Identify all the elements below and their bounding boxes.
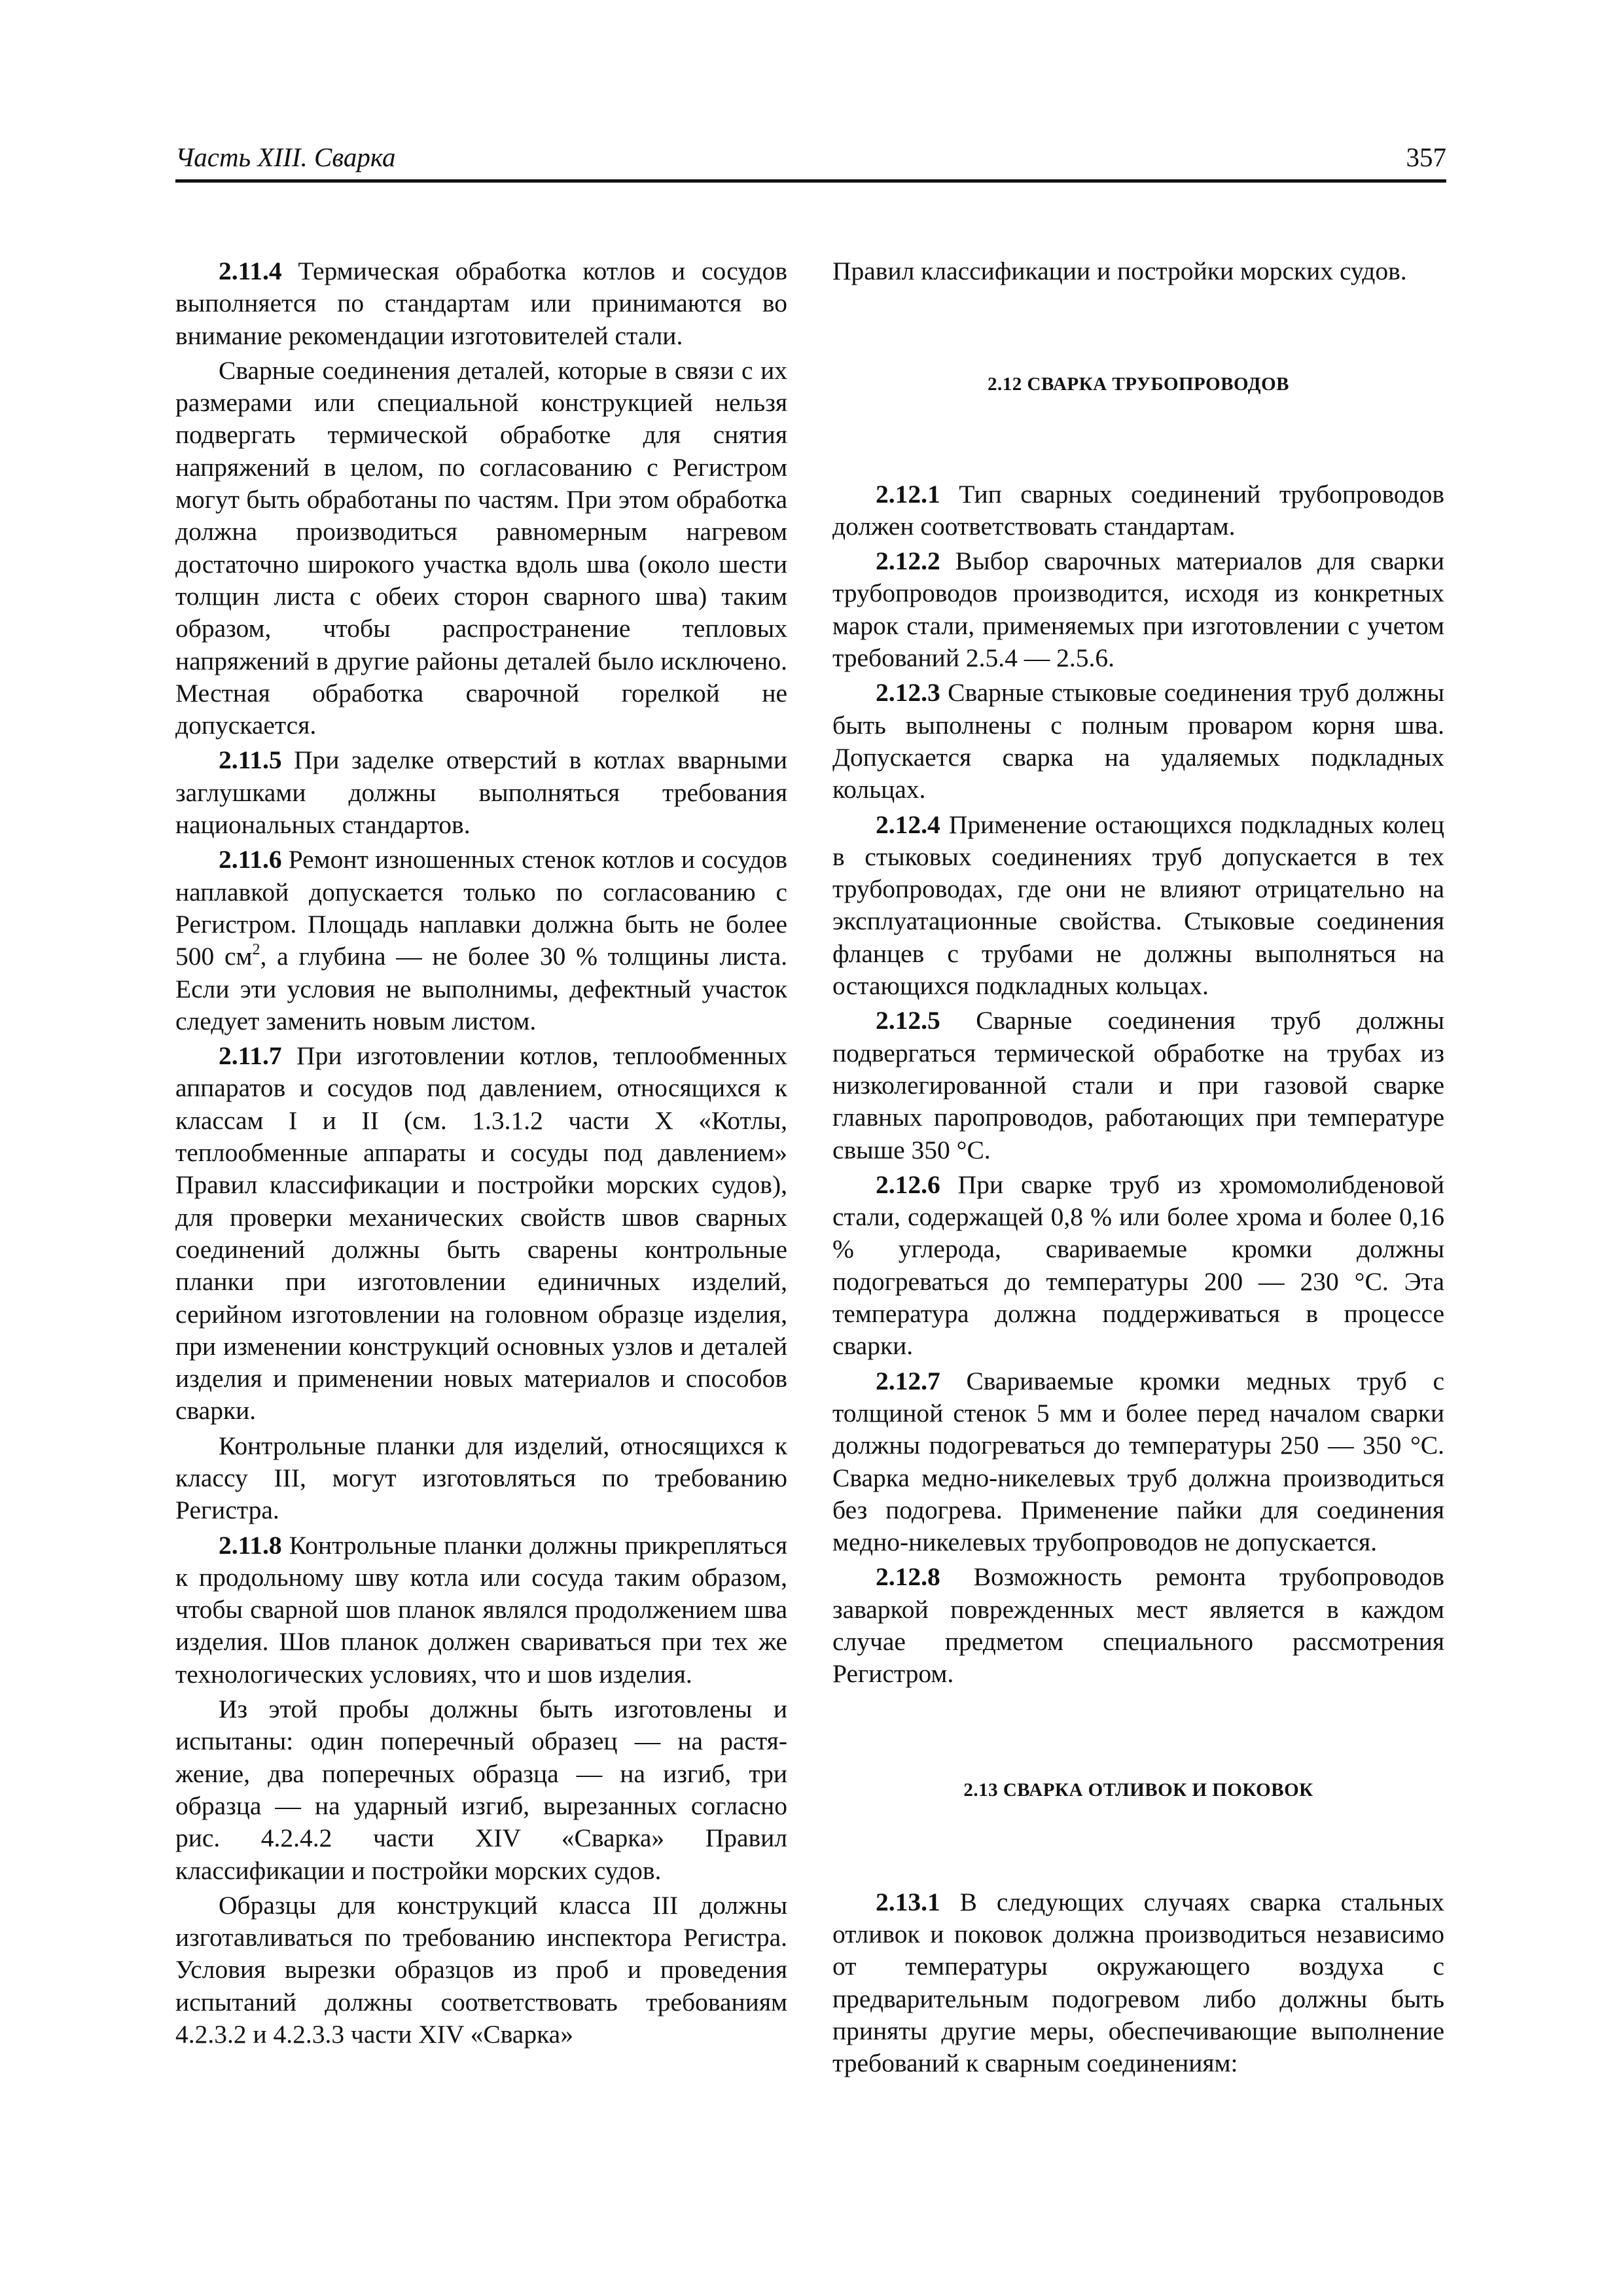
- paragraph-text: Выбор сварочных материалов для сварки трубопроводов производится, исходя из конкретных марок стали, применяемых при изготовлении с учетом требований 2.5.4 — 2.5.6.: [832, 547, 1444, 673]
- clause-number: 2.11.5: [219, 745, 282, 775]
- paragraph-2-12-3: [832, 677, 1444, 806]
- paragraph-text: При заделке отверстий в котлах вварными заглушками должны выполняться требования национальных стандартов.: [175, 745, 787, 840]
- paragraph-2-11-7: [175, 1040, 787, 1427]
- clause-number: 2.12.1: [876, 479, 940, 509]
- clause-number: 2.11.8: [219, 1530, 282, 1560]
- superscript: 2: [252, 941, 260, 959]
- paragraph-2-12-6: [832, 1169, 1444, 1363]
- paragraph-text: Свариваемые кромки медных труб с толщиной стенок 5 мм и более перед началом сварки должны подогреваться до температуры 250 — 350 °С. Сварка медно-никелевых труб должна производиться без подогрева. Применение пайки для соединения медно-никелевых трубопроводов не допускается.: [832, 1366, 1444, 1557]
- paragraph-text: Применение остающихся подкладных колец в стыковых соединениях труб допускается в тех трубопроводах, где они не влияют отрицательно на эксплуатационные свойства. Стыковые соединения фланцев с трубами не должны выполняться на остающихся подкладных кольцах.: [832, 810, 1444, 1001]
- paragraph: Образцы для конструкций класса III должны изготавливаться по требованию инспектора Регистра. Условия вырезки образцов из проб и проведения испытаний должны соответствовать требованиям 4.2.3.2 и 4.2.3.3 части XIV «Сварка»: [175, 1890, 787, 2049]
- paragraph-text: Тип сварных соединений трубопроводов должен соответствовать стандартам.: [832, 479, 1444, 541]
- clause-number: 2.12.6: [876, 1170, 940, 1199]
- paragraph-2-12-1: [832, 478, 1444, 543]
- paragraph-text: Возможность ремонта трубопроводов заваркой поврежденных мест является в каждом случае предметом специального рассмотрения Регистром.: [832, 1562, 1444, 1689]
- header-title: Часть XIII. Сварка: [175, 142, 396, 172]
- paragraph-text: Сварные соединения труб должны подвергаться термической обработке на трубах из низколегированной стали и при газовой сварке главных паропроводов, работающих при температуре свыше 350 °С.: [832, 1006, 1444, 1164]
- paragraph-2-11-5: [175, 744, 787, 841]
- paragraph-2-12-2: [832, 545, 1444, 674]
- paragraph-text: Сварные стыковые соединения труб должны быть выполнены с полным проваром корня шва. Допускается сварка на удаляемых подкладных кольцах.: [832, 678, 1444, 804]
- paragraph-2-11-6: [175, 844, 787, 1037]
- paragraph-2-13-1: [832, 1886, 1444, 2080]
- paragraph-text: В следующих случаях сварка стальных отливок и поковок должна производиться независимо от температуры окружающего воздуха с предварительным подогревом либо должны быть приняты другие меры, обеспечивающие выполнение требований к сварным соединениям:: [832, 1887, 1444, 2078]
- paragraph-2-12-7: [832, 1365, 1444, 1559]
- paragraph-text: , а глубина — не более 30 % толщины листа. Если эти условия не выполнимы, дефектный участок следует заменить новым листом.: [175, 942, 787, 1035]
- paragraph-text: При изготовлении котлов, теплообменных аппаратов и сосудов под давлением, относящихся к классам I и II (см. 1.3.1.2 части X «Котлы, теплообменные аппараты и сосуды под давлением» Правил классификации и постройки морских судов), для проверки механических свойств швов сварных соединений должны быть сварены контрольные планки при изготовлении единичных изделий, серийном изготовлении на головном образце изделия, при изменении конструкций основных узлов и деталей изделия и применении новых материалов и способов сварки.: [175, 1041, 787, 1426]
- clause-number: 2.11.7: [219, 1041, 282, 1071]
- clause-number: 2.12.8: [876, 1562, 940, 1592]
- paragraph-2-12-5: [832, 1005, 1444, 1166]
- paragraph-2-11-8: [175, 1530, 787, 1691]
- paragraph: Сварные соединения деталей, которые в связи с их размерами или специальной конструкцией нельзя подвергать термической обработке для снятия напряжений в целом, по согласованию с Регистром могут быть обработаны по частям. При этом обработка должна производиться равномерным нагревом достаточно широкого участка вдоль шва (около шести толщин листа с обеих сторон сварного шва) таким образом, чтобы распространение тепловых напряжений в другие районы деталей было исключено. Местная обработка сварочной горелкой не допускается.: [175, 355, 787, 740]
- section-heading-2-12: 2.12 СВАРКА ТРУБОПРОВОДОВ: [988, 374, 1289, 395]
- paragraph-text: При сварке труб из хромомолибденовой стали, содержащей 0,8 % или более хрома и более 0,16 % углерода, свариваемые кромки должны подогреваться до температуры 200 — 230 °С. Эта температура должна поддерживаться в процессе сварки.: [832, 1170, 1444, 1361]
- clause-number: 2.11.4: [219, 257, 282, 285]
- right-column: [832, 255, 1444, 2080]
- clause-number: 2.12.5: [876, 1006, 940, 1035]
- paragraph-2-12-8: [832, 1561, 1444, 1690]
- paragraph-text: Ремонт изношенных стенок котлов и сосудов наплавкой допускается только по согласованию с Регистром. Площадь наплавки должна быть не более 500 см: [175, 845, 787, 971]
- clause-number: 2.12.3: [876, 678, 940, 708]
- paragraph: Контрольные планки для изделий, относящихся к классу III, могут изготовляться по требованию Регистра.: [175, 1431, 787, 1525]
- section-heading-2-13: 2.13 СВАРКА ОТЛИВОК И ПОКОВОК: [963, 1779, 1313, 1801]
- paragraph-text: Термическая обработка котлов и сосудов выполняется по стандартам или принимаются во внимание рекомендации изготовителей стали.: [175, 257, 787, 350]
- paragraph-text: Контрольные планки должны прикрепляться к продольному шву котла или сосуда таким образом, чтобы сварной шов планок являлся продолжением шва изделия. Шов планок должен свариваться при тех же технологических условиях, что и шов изделия.: [175, 1530, 787, 1689]
- clause-number: 2.13.1: [876, 1887, 940, 1916]
- clause-number: 2.12.4: [876, 810, 940, 839]
- clause-number: 2.11.6: [219, 845, 282, 874]
- left-column: [175, 255, 787, 2051]
- paragraph-continuation: Правил классификации и постройки морских судов.: [832, 257, 1407, 285]
- clause-number: 2.12.2: [876, 547, 940, 576]
- running-header: [175, 139, 1446, 183]
- paragraph-2-11-4: [175, 255, 787, 352]
- paragraph: Из этой пробы должны быть изготовлены и испытаны: один поперечный образец — на растяжение, два поперечных образца — на изгиб, три образца — на ударный изгиб, вырезанных согласно рис. 4.2.4.2 части XIV «Сварка» Правил классификации и постройки морских судов.: [175, 1695, 787, 1885]
- page-number: 357: [1406, 142, 1446, 172]
- paragraph-2-12-4: [832, 809, 1444, 1003]
- clause-number: 2.12.7: [876, 1366, 940, 1395]
